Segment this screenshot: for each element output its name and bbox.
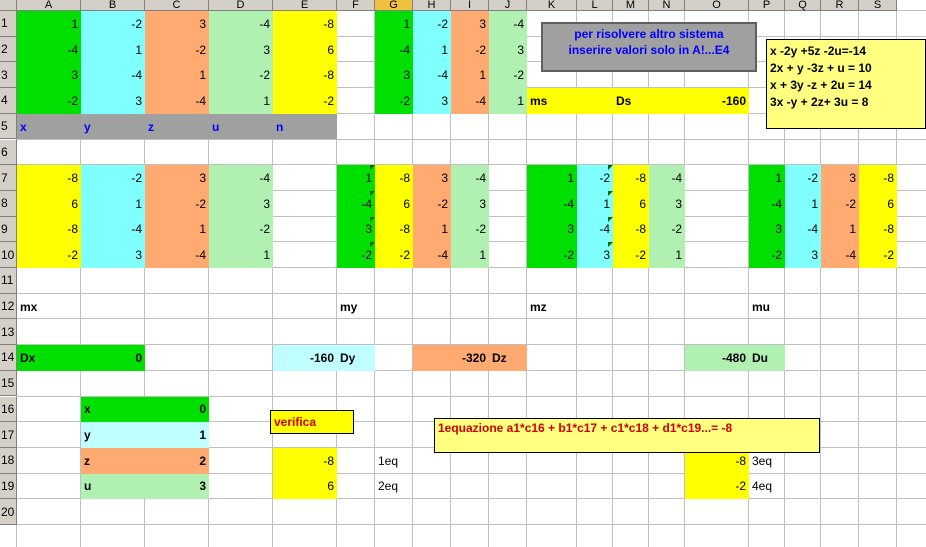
my-matrix-cell[interactable]: -2: [451, 217, 489, 243]
mx-matrix-cell[interactable]: -8: [17, 217, 81, 243]
matrix-cell[interactable]: 6: [273, 37, 337, 63]
my-matrix-cell[interactable]: -4: [451, 165, 489, 191]
grid-line-horizontal: [17, 318, 926, 319]
matrix-cell[interactable]: -2: [81, 11, 145, 37]
ms-matrix-cell[interactable]: 3: [489, 37, 527, 63]
mx-matrix-cell[interactable]: 6: [17, 191, 81, 217]
my-matrix-cell[interactable]: -4: [337, 191, 375, 217]
ms-matrix-cell[interactable]: -4: [413, 62, 451, 88]
equations-box: [766, 39, 926, 129]
mx-matrix-cell[interactable]: -2: [17, 242, 81, 268]
my-matrix-cell[interactable]: 1: [337, 165, 375, 191]
solution-variable: u: [81, 474, 145, 500]
du-label: Du: [749, 345, 785, 371]
solution-value[interactable]: 1: [145, 422, 209, 448]
ms-matrix-cell[interactable]: 1: [489, 88, 527, 114]
column-header-l[interactable]: L: [577, 0, 613, 11]
mx-matrix-cell[interactable]: 1: [209, 242, 273, 268]
ms-matrix-cell[interactable]: -4: [489, 11, 527, 37]
row-header-6[interactable]: 6: [0, 140, 17, 166]
solution-value[interactable]: 0: [145, 397, 209, 423]
ms-matrix-cell[interactable]: -2: [413, 11, 451, 37]
matrix-cell[interactable]: 1: [209, 88, 273, 114]
ms-matrix-cell[interactable]: 3: [413, 88, 451, 114]
matrix-cell[interactable]: -4: [209, 11, 273, 37]
row-header-20[interactable]: 20: [0, 499, 17, 525]
row-header-16[interactable]: 16: [0, 397, 17, 423]
mx-matrix-cell[interactable]: -2: [145, 191, 209, 217]
mx-label: mx: [20, 299, 38, 314]
mu-matrix-cell[interactable]: 3: [749, 217, 785, 243]
column-header-f[interactable]: F: [337, 0, 375, 11]
solution-variable: z: [81, 448, 145, 474]
mz-matrix-cell[interactable]: 6: [613, 191, 649, 217]
mx-matrix-cell[interactable]: -4: [81, 217, 145, 243]
row-header-10[interactable]: 10: [0, 242, 17, 268]
column-header-m[interactable]: M: [613, 0, 649, 11]
matrix-cell[interactable]: -2: [145, 37, 209, 63]
mu-matrix-cell[interactable]: -2: [859, 242, 897, 268]
dy-label: Dy: [337, 345, 375, 371]
matrix-cell[interactable]: -2: [209, 62, 273, 88]
row-header-4[interactable]: 4: [0, 88, 17, 114]
mu-matrix-cell[interactable]: 1: [821, 217, 859, 243]
check-value-3[interactable]: -8: [685, 448, 749, 474]
ms-matrix-cell[interactable]: -4: [375, 37, 413, 63]
check-value-2[interactable]: 6: [273, 474, 337, 500]
row-header-17[interactable]: 17: [0, 422, 17, 448]
mx-matrix-cell[interactable]: -2: [81, 165, 145, 191]
matrix-cell[interactable]: 1: [145, 62, 209, 88]
column-header-j[interactable]: J: [489, 0, 527, 11]
matrix-cell[interactable]: -4: [17, 37, 81, 63]
column-header-n[interactable]: N: [649, 0, 685, 11]
mz-matrix-cell[interactable]: 1: [527, 165, 577, 191]
check-label-4: 4eq: [752, 479, 773, 494]
solution-variable: x: [81, 397, 145, 423]
mz-matrix-cell[interactable]: -8: [613, 217, 649, 243]
ms-matrix-cell[interactable]: 1: [375, 11, 413, 37]
mx-matrix-cell[interactable]: 3: [81, 242, 145, 268]
my-matrix-cell[interactable]: 1: [413, 217, 451, 243]
check-value-1[interactable]: -8: [273, 448, 337, 474]
dx-label: Dx: [17, 345, 81, 371]
mx-matrix-cell[interactable]: 3: [209, 191, 273, 217]
check-value-4[interactable]: -2: [685, 474, 749, 500]
dy-value[interactable]: -160: [273, 345, 337, 371]
row-header-19[interactable]: 19: [0, 474, 17, 500]
mz-matrix-cell[interactable]: -4: [577, 217, 613, 243]
mz-matrix-cell[interactable]: -2: [577, 165, 613, 191]
column-header-q[interactable]: Q: [785, 0, 821, 11]
ms-matrix-cell[interactable]: 1: [413, 37, 451, 63]
matrix-cell[interactable]: 3: [209, 37, 273, 63]
ms-matrix-cell[interactable]: -2: [451, 37, 489, 63]
mu-matrix-cell[interactable]: -2: [821, 191, 859, 217]
mz-matrix-cell[interactable]: -4: [527, 191, 577, 217]
row-header-11[interactable]: 11: [0, 268, 17, 294]
ds-value: -160: [685, 88, 749, 114]
column-header-b[interactable]: B: [81, 0, 145, 11]
row-header-18[interactable]: 18: [0, 448, 17, 474]
instruction-box: [541, 22, 757, 72]
column-header-s[interactable]: S: [859, 0, 897, 11]
mu-matrix-cell[interactable]: 1: [749, 165, 785, 191]
my-matrix-cell[interactable]: 3: [413, 165, 451, 191]
column-header-h[interactable]: H: [413, 0, 451, 11]
equation-line: 2x + y -3z + u = 10: [770, 61, 872, 75]
mx-matrix-cell[interactable]: -4: [209, 165, 273, 191]
my-matrix-cell[interactable]: -8: [375, 165, 413, 191]
mx-matrix-cell[interactable]: -4: [145, 242, 209, 268]
mu-matrix-cell[interactable]: -8: [859, 165, 897, 191]
mu-matrix-cell[interactable]: -2: [749, 242, 785, 268]
mz-matrix-cell[interactable]: 3: [649, 191, 685, 217]
my-matrix-cell[interactable]: 3: [337, 217, 375, 243]
matrix-cell[interactable]: 3: [17, 62, 81, 88]
column-header-d[interactable]: D: [209, 0, 273, 11]
solution-value[interactable]: 3: [145, 474, 209, 500]
variable-label: u: [209, 114, 273, 140]
equation-note: 1equazione a1*c16 + b1*c17 + c1*c18 + d1*c19...= -8: [434, 418, 820, 453]
my-matrix-cell[interactable]: 1: [451, 242, 489, 268]
mu-matrix-cell[interactable]: 3: [821, 165, 859, 191]
my-matrix-cell[interactable]: -8: [375, 217, 413, 243]
mu-label: mu: [752, 299, 770, 314]
mu-matrix-cell[interactable]: -4: [785, 217, 821, 243]
my-matrix-cell[interactable]: -2: [413, 191, 451, 217]
column-header-g[interactable]: G: [375, 0, 413, 11]
instruction-line-2: inserire valori solo in A!...E4: [568, 43, 730, 57]
solution-variable: y: [81, 422, 145, 448]
select-all-corner[interactable]: [0, 0, 17, 11]
ms-matrix-cell[interactable]: 3: [375, 62, 413, 88]
variable-label: y: [81, 114, 145, 140]
matrix-cell[interactable]: -4: [81, 62, 145, 88]
equation-line: x -2y +5z -2u=-14: [770, 44, 867, 58]
solution-value[interactable]: 2: [145, 448, 209, 474]
matrix-cell[interactable]: 3: [81, 88, 145, 114]
mu-matrix-cell[interactable]: 6: [859, 191, 897, 217]
mu-matrix-cell[interactable]: -8: [859, 217, 897, 243]
row-header-13[interactable]: 13: [0, 319, 17, 345]
column-header-i[interactable]: I: [451, 0, 489, 11]
row-header-2[interactable]: 2: [0, 37, 17, 63]
matrix-cell[interactable]: -8: [273, 62, 337, 88]
ms-label: ms: [527, 88, 613, 114]
matrix-cell[interactable]: 3: [145, 11, 209, 37]
check-label-3: 3eq: [752, 453, 773, 468]
mu-matrix-cell[interactable]: 3: [785, 242, 821, 268]
row-header-12[interactable]: 12: [0, 294, 17, 320]
my-matrix-cell[interactable]: -4: [413, 242, 451, 268]
mz-matrix-cell[interactable]: 3: [527, 217, 577, 243]
column-header-e[interactable]: E: [273, 0, 337, 11]
ms-matrix-cell[interactable]: 1: [451, 62, 489, 88]
mu-matrix-cell[interactable]: 1: [785, 191, 821, 217]
mz-matrix-cell[interactable]: 1: [649, 242, 685, 268]
matrix-cell[interactable]: -2: [273, 88, 337, 114]
mz-label: mz: [530, 299, 547, 314]
matrix-cell[interactable]: 1: [17, 11, 81, 37]
dz-label: Dz: [489, 345, 527, 371]
ms-matrix-cell[interactable]: -2: [489, 62, 527, 88]
mz-matrix-cell[interactable]: -4: [649, 165, 685, 191]
row-header-15[interactable]: 15: [0, 371, 17, 397]
column-header-o[interactable]: O: [685, 0, 749, 11]
mz-matrix-cell[interactable]: -2: [527, 242, 577, 268]
row-header-1[interactable]: 1: [0, 11, 17, 37]
grid-line-horizontal: [17, 293, 926, 294]
row-header-9[interactable]: 9: [0, 217, 17, 243]
column-header-a[interactable]: A: [17, 0, 81, 11]
mx-matrix-cell[interactable]: -8: [17, 165, 81, 191]
mu-matrix-cell[interactable]: -4: [749, 191, 785, 217]
my-matrix-cell[interactable]: 3: [451, 191, 489, 217]
mx-matrix-cell[interactable]: -2: [209, 217, 273, 243]
column-header-c[interactable]: C: [145, 0, 209, 11]
mz-matrix-cell[interactable]: -2: [613, 242, 649, 268]
ms-matrix-cell[interactable]: 3: [451, 11, 489, 37]
mx-matrix-cell[interactable]: 1: [81, 191, 145, 217]
matrix-cell[interactable]: 1: [81, 37, 145, 63]
mz-matrix-cell[interactable]: 1: [577, 191, 613, 217]
equation-line: 3x -y + 2z+ 3u = 8: [770, 95, 869, 109]
variable-label: x: [17, 114, 81, 140]
check-label-1: 1eq: [378, 453, 399, 468]
matrix-cell[interactable]: -2: [17, 88, 81, 114]
row-header-3[interactable]: 3: [0, 62, 17, 88]
column-header-p[interactable]: P: [749, 0, 785, 11]
column-header-k[interactable]: K: [527, 0, 577, 11]
row-header-5[interactable]: 5: [0, 114, 17, 140]
variable-label: z: [145, 114, 209, 140]
mz-matrix-cell[interactable]: 3: [577, 242, 613, 268]
equation-line: x + 3y -z + 2u = 14: [770, 78, 872, 92]
variable-label: n: [273, 114, 337, 140]
matrix-cell[interactable]: -8: [273, 11, 337, 37]
matrix-cell[interactable]: -4: [145, 88, 209, 114]
ms-matrix-cell[interactable]: -2: [375, 88, 413, 114]
my-label: my: [340, 299, 358, 314]
instruction-line-1: per risolvere altro sistema: [574, 27, 724, 41]
mx-matrix-cell[interactable]: 3: [145, 165, 209, 191]
ds-label: Ds: [613, 88, 685, 114]
row-header-8[interactable]: 8: [0, 191, 17, 217]
mx-matrix-cell[interactable]: 1: [145, 217, 209, 243]
mz-matrix-cell[interactable]: -2: [649, 217, 685, 243]
ms-matrix-cell[interactable]: -4: [451, 88, 489, 114]
dz-value[interactable]: -320: [413, 345, 489, 371]
du-value[interactable]: -480: [685, 345, 749, 371]
dx-value[interactable]: 0: [81, 345, 145, 371]
mz-matrix-cell[interactable]: -8: [613, 165, 649, 191]
row-header-14[interactable]: 14: [0, 345, 17, 371]
mu-matrix-cell[interactable]: -2: [785, 165, 821, 191]
my-matrix-cell[interactable]: -2: [337, 242, 375, 268]
grid-line-horizontal: [17, 524, 926, 525]
column-header-r[interactable]: R: [821, 0, 859, 11]
mu-matrix-cell[interactable]: -4: [821, 242, 859, 268]
check-label-2: 2eq: [378, 479, 399, 494]
my-matrix-cell[interactable]: -2: [375, 242, 413, 268]
my-matrix-cell[interactable]: 6: [375, 191, 413, 217]
verifica-label: verifica: [270, 410, 354, 434]
row-header-7[interactable]: 7: [0, 165, 17, 191]
